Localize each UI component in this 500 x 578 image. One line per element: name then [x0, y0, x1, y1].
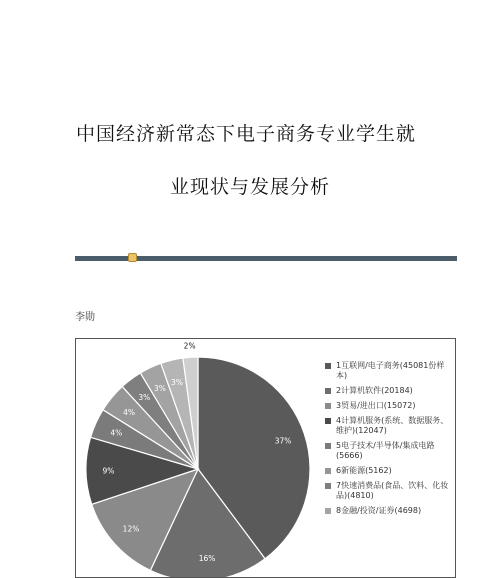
legend-swatch: [325, 468, 331, 474]
slice-label: 9%: [102, 466, 115, 476]
legend-label: 1互联网/电子商务(45081份样本): [336, 361, 445, 380]
legend-entry: [325, 466, 453, 476]
legend-label: 2计算机软件(20184): [336, 386, 413, 395]
legend-entry: [325, 361, 453, 381]
slice-label: 16%: [198, 554, 216, 564]
slice-label: 4%: [123, 407, 135, 417]
slice-label: 2%: [183, 341, 196, 351]
legend-label: 3贸易/进出口(15072): [336, 401, 416, 410]
divider-ornament-icon: [128, 253, 137, 262]
legend-swatch: [325, 483, 331, 489]
legend-swatch: [325, 443, 331, 449]
slice-label: 37%: [274, 436, 292, 446]
legend-entry: [325, 386, 453, 396]
legend-entry: [325, 506, 453, 516]
legend-swatch: [325, 418, 331, 424]
chart-legend: [325, 361, 453, 521]
legend-entry: [325, 481, 453, 501]
slice-label: 3%: [138, 393, 151, 403]
document-title-line-1: 中国经济新常态下电子商务专业学生就: [75, 123, 416, 145]
document-title-line-2: 业现状与发展分析: [169, 176, 330, 198]
legend-label: 5电子技术/半导体/集成电路(5666): [336, 441, 435, 460]
legend-swatch: [325, 508, 331, 514]
legend-label: 4计算机服务(系统、数据服务、维护)(12047): [336, 416, 449, 435]
slice-label: 3%: [153, 383, 166, 393]
author-name: 李勋: [75, 312, 95, 323]
legend-entry: [325, 401, 453, 411]
slice-label: 3%: [171, 377, 183, 387]
legend-label: 7快速消费品(食品、饮料、化妆品)(4810): [336, 481, 449, 500]
legend-label: 6新能源(5162): [336, 466, 392, 475]
legend-entry: [325, 441, 453, 461]
legend-entry: [325, 416, 453, 436]
legend-swatch: [325, 363, 331, 369]
slice-label: 4%: [110, 428, 123, 438]
slice-label: 12%: [122, 524, 140, 534]
legend-swatch: [325, 388, 331, 394]
pie-chart-frame: [75, 338, 456, 578]
legend-swatch: [325, 403, 331, 409]
legend-label: 8金融/投资/证券(4698): [336, 506, 422, 515]
